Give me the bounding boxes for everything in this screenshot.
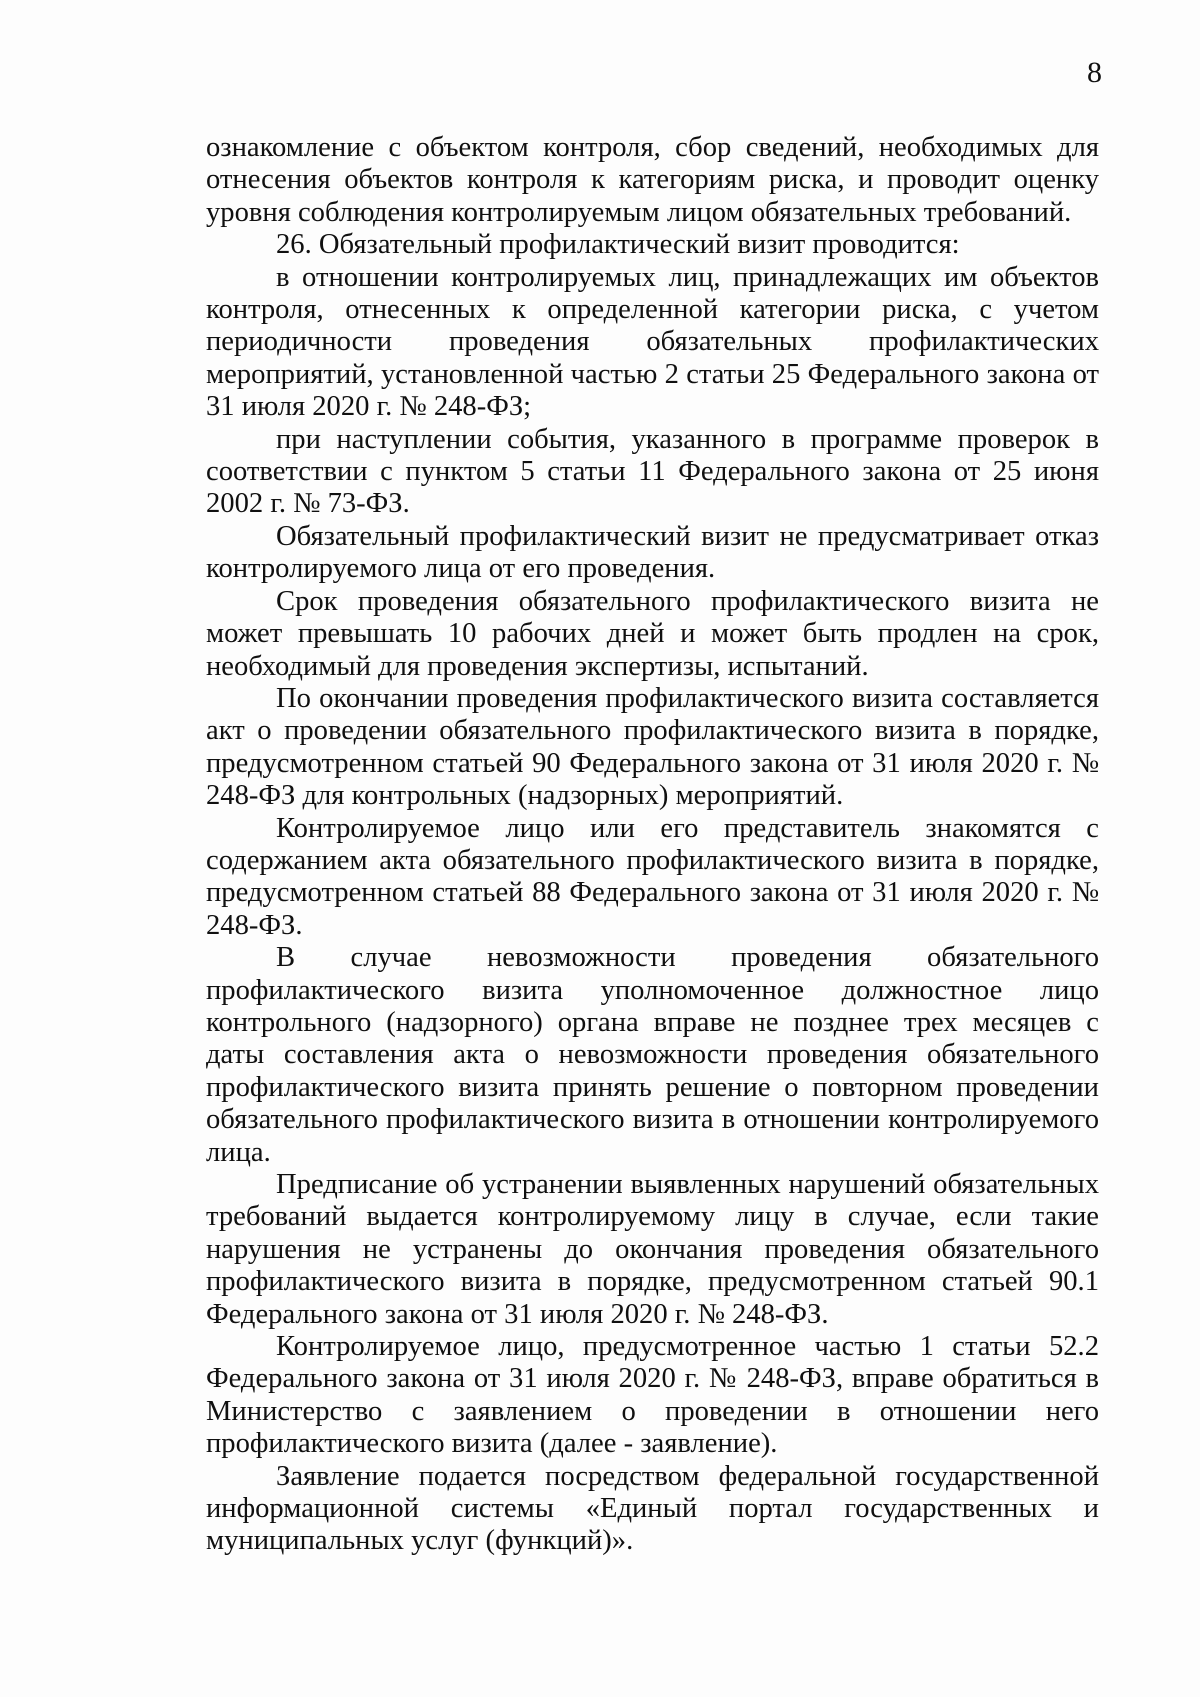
paragraph: Срок проведения обязательного профилактического визита не может превышать 10 рабочих дней и может быть продлен на срок, необходимый для проведения экспертизы, испытаний. bbox=[206, 585, 1099, 682]
paragraph: Контролируемое лицо, предусмотренное частью 1 статьи 52.2 Федерального закона от 31 июля 2020 г. № 248-ФЗ, вправе обратиться в Министерство с заявлением о проведении в отношении него профилактического визита (далее - заявление). bbox=[206, 1331, 1099, 1460]
paragraph: Предписание об устранении выявленных нарушений обязательных требований выдается контролируемому лицу в случае, если такие нарушения не устранены до окончания проведения обязательного профилактического визита в порядке, предусмотренном статьей 90.1 Федерального закона от 31 июля 2020 г. № 248-ФЗ. bbox=[206, 1169, 1099, 1330]
paragraph: В случае невозможности проведения обязательного профилактического визита уполномоченное должностное лицо контрольного (надзорного) органа вправе не позднее трех месяцев с даты составления акта о невозможности проведения обязательного профилактического визита принять решение о повторном проведении обязательного профилактического визита в отношении контролируемого лица. bbox=[206, 942, 1099, 1168]
paragraph-continuation: ознакомление с объектом контроля, сбор сведений, необходимых для отнесения объектов контроля к категориям риска, и проводит оценку уровня соблюдения контролируемым лицом обязательных требований. bbox=[206, 132, 1099, 228]
document-body bbox=[206, 132, 1099, 1558]
paragraph-item-26: 26. Обязательный профилактический визит проводится: bbox=[276, 229, 960, 261]
page-number: 8 bbox=[1087, 56, 1102, 89]
paragraph: Обязательный профилактический визит не предусматривает отказ контролируемого лица от его проведения. bbox=[206, 520, 1099, 585]
paragraph: По окончании проведения профилактического визита составляется акт о проведении обязательного профилактического визита в порядке, предусмотренном статьей 90 Федерального закона от 31 июля 2020 г. № 248-ФЗ для контрольных (надзорных) мероприятий. bbox=[206, 682, 1099, 812]
paragraph: при наступлении события, указанного в программе проверок в соответствии с пунктом 5 статьи 11 Федерального закона от 25 июня 2002 г. № 73-ФЗ. bbox=[206, 423, 1099, 520]
paragraph: Заявление подается посредством федеральной государственной информационной системы «Единый портал государственных и муниципальных услуг (функций)». bbox=[206, 1460, 1099, 1557]
paragraph: Контролируемое лицо или его представитель знакомятся с содержанием акта обязательного профилактического визита в порядке, предусмотренном статьей 88 Федерального закона от 31 июля 2020 г. № 248-ФЗ. bbox=[206, 812, 1099, 941]
paragraph: в отношении контролируемых лиц, принадлежащих им объектов контроля, отнесенных к определенной категории риска, с учетом периодичности проведения обязательных профилактических мероприятий, установленной частью 2 статьи 25 Федерального закона от 31 июля 2020 г. № 248-ФЗ; bbox=[206, 261, 1099, 423]
